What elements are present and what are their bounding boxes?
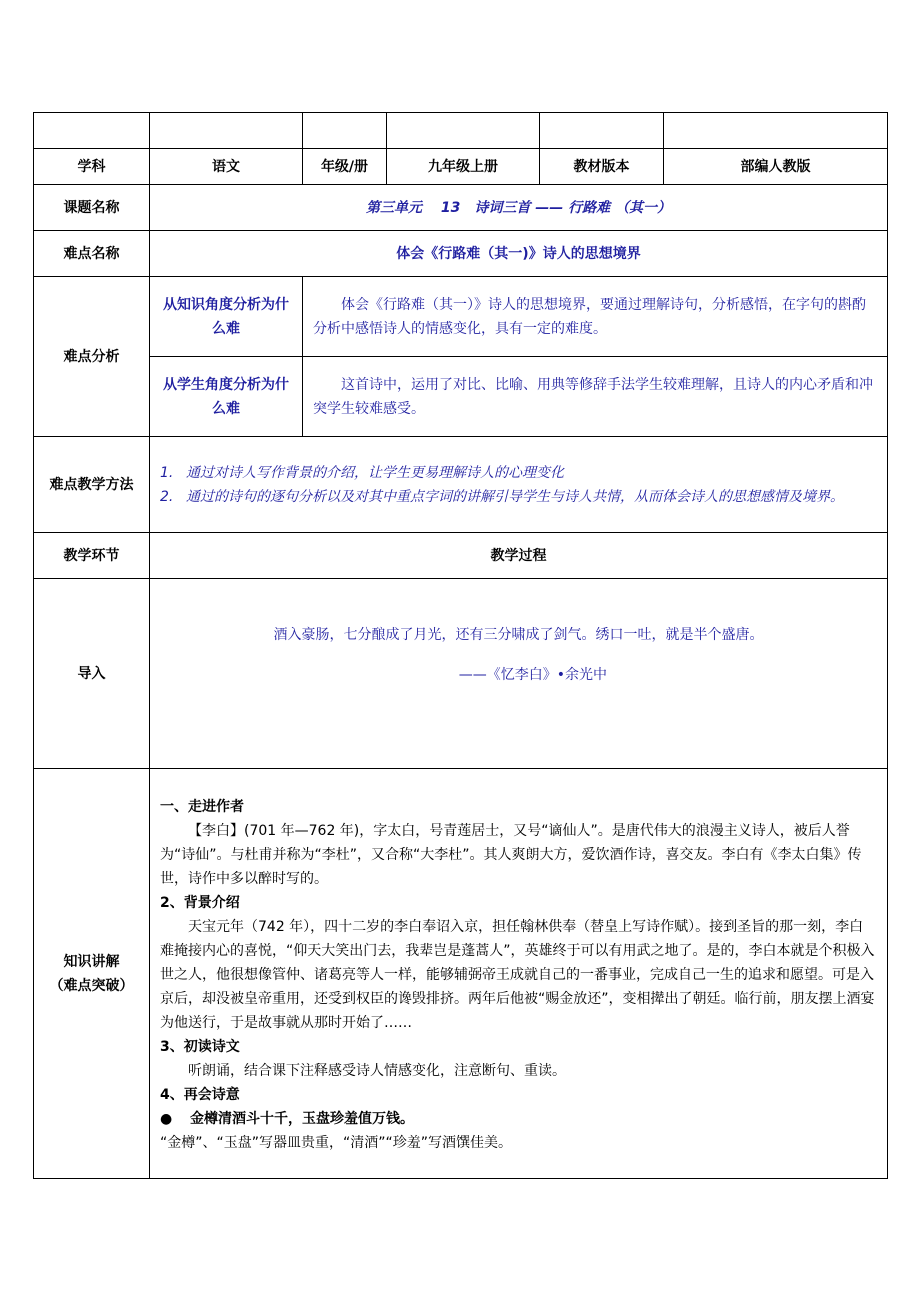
methods-row [34, 437, 888, 533]
difficulty-name-label: 难点名称 [34, 231, 150, 277]
intro-label: 导入 [34, 579, 150, 769]
analysis-knowledge-row [34, 277, 888, 357]
poem-explanation: “金樽”、“玉盘”写器皿贵重，“清酒”“珍羞”写酒馔佳美。 [160, 1135, 513, 1151]
method-item [160, 485, 877, 509]
intro-quote: 酒入豪肠，七分酿成了月光，还有三分啸成了剑气。绣口一吐，就是半个盛唐。 [273, 627, 764, 643]
process-title: 教学过程 [150, 533, 888, 579]
student-angle-text: 这首诗中，运用了对比、比喻、用典等修辞手法学生较难理解，且诗人的内心矛盾和冲突学生较难感受。 [303, 357, 888, 437]
knowledge-angle-text: 体会《行路难（其一）》诗人的思想境界，要通过理解诗句，分析感悟，在字句的斟酌分析中感悟诗人的情感变化，具有一定的难度。 [303, 277, 888, 357]
poem-line-item [160, 1107, 877, 1131]
intro-row [34, 579, 888, 769]
subject-value: 语文 [150, 149, 303, 185]
section-background-title: 2、背景介绍 [160, 895, 240, 911]
lesson-plan-table [33, 112, 888, 1179]
knowledge-label [34, 769, 150, 1179]
difficulty-name-row [34, 231, 888, 277]
intro-author: ——《忆李白》•余光中 [458, 667, 607, 683]
subject-label: 学科 [34, 149, 150, 185]
knowledge-content [150, 769, 888, 1179]
analysis-label: 难点分析 [34, 277, 150, 437]
empty-cell [540, 113, 664, 149]
poem-line: 金樽清酒斗十千，玉盘珍羞值万钱。 [190, 1111, 414, 1127]
knowledge-angle-label: 从知识角度分析为什么难 [150, 277, 303, 357]
process-stage-label: 教学环节 [34, 533, 150, 579]
lesson-title-row [34, 185, 888, 231]
section-author-title: 一、走进作者 [160, 799, 244, 815]
methods-label: 难点教学方法 [34, 437, 150, 533]
student-angle-label: 从学生角度分析为什么难 [150, 357, 303, 437]
method-number: 2. [160, 488, 174, 505]
edition-label: 教材版本 [540, 149, 664, 185]
grade-label: 年级/册 [303, 149, 387, 185]
section-reading-text: 听朗诵，结合课下注释感受诗人情感变化，注意断句、重读。 [188, 1063, 566, 1079]
empty-cell [387, 113, 540, 149]
section-author-text: 【李白】(701 年—762 年)，字太白，号青莲居士，又号“谪仙人”。是唐代伟大的浪漫主义诗人，被后人誉为“诗仙”。与杜甫并称为“李杜”，又合称“大李杜”。其人爽朗大方，爱饮酒作诗，喜交友。李白有《李太白集》传世，诗作中多以醉时写的。 [160, 823, 862, 887]
empty-cell [303, 113, 387, 149]
intro-content [150, 579, 888, 769]
bullet-icon: ● [160, 1111, 173, 1127]
method-text: 通过对诗人写作背景的介绍，让学生更易理解诗人的心理变化 [186, 464, 564, 481]
knowledge-row [34, 769, 888, 1179]
methods-list [150, 437, 888, 533]
knowledge-label-line1: 知识讲解 [63, 953, 120, 970]
difficulty-name: 体会《行路难（其一)》诗人的思想境界 [150, 231, 888, 277]
knowledge-label-line2: （难点突破） [49, 977, 134, 994]
empty-cell [664, 113, 888, 149]
empty-cell [34, 113, 150, 149]
section-background-text: 天宝元年（742 年），四十二岁的李白奉诏入京，担任翰林供奉（替皇上写诗作赋）。接到圣旨的那一刻，李白难掩接内心的喜悦，“仰天大笑出门去，我辈岂是蓬蒿人”，英雄终于可以有用武之地了。是的，李白本就是个积极入世之人，他很想像管仲、诸葛亮等人一样，能够辅弼帝王成就自己的一番事业，完成自己一生的追求和愿望。可是入京后，却没被皇帝重用，还受到权臣的谗毁排挤。两年后他被“赐金放还”，变相撵出了朝廷。临行前，朋友摆上酒宴为他送行，于是故事就从那时开始了…… [160, 919, 875, 1031]
method-item [160, 461, 877, 485]
process-header-row [34, 533, 888, 579]
method-number: 1. [160, 464, 174, 481]
grade-value: 九年级上册 [387, 149, 540, 185]
lesson-title-label: 课题名称 [34, 185, 150, 231]
empty-cell [150, 113, 303, 149]
lesson-title: 第三单元 13 诗词三首 —— 行路难 （其一） [150, 185, 888, 231]
section-meaning-title: 4、再会诗意 [160, 1087, 240, 1103]
analysis-student-row [34, 357, 888, 437]
method-text: 通过的诗句的逐句分析以及对其中重点字词的讲解引导学生与诗人共情，从而体会诗人的思想感情及境界。 [186, 488, 844, 505]
section-reading-title: 3、初读诗文 [160, 1039, 240, 1055]
edition-value: 部编人教版 [664, 149, 888, 185]
empty-top-row [34, 113, 888, 149]
subject-row [34, 149, 888, 185]
